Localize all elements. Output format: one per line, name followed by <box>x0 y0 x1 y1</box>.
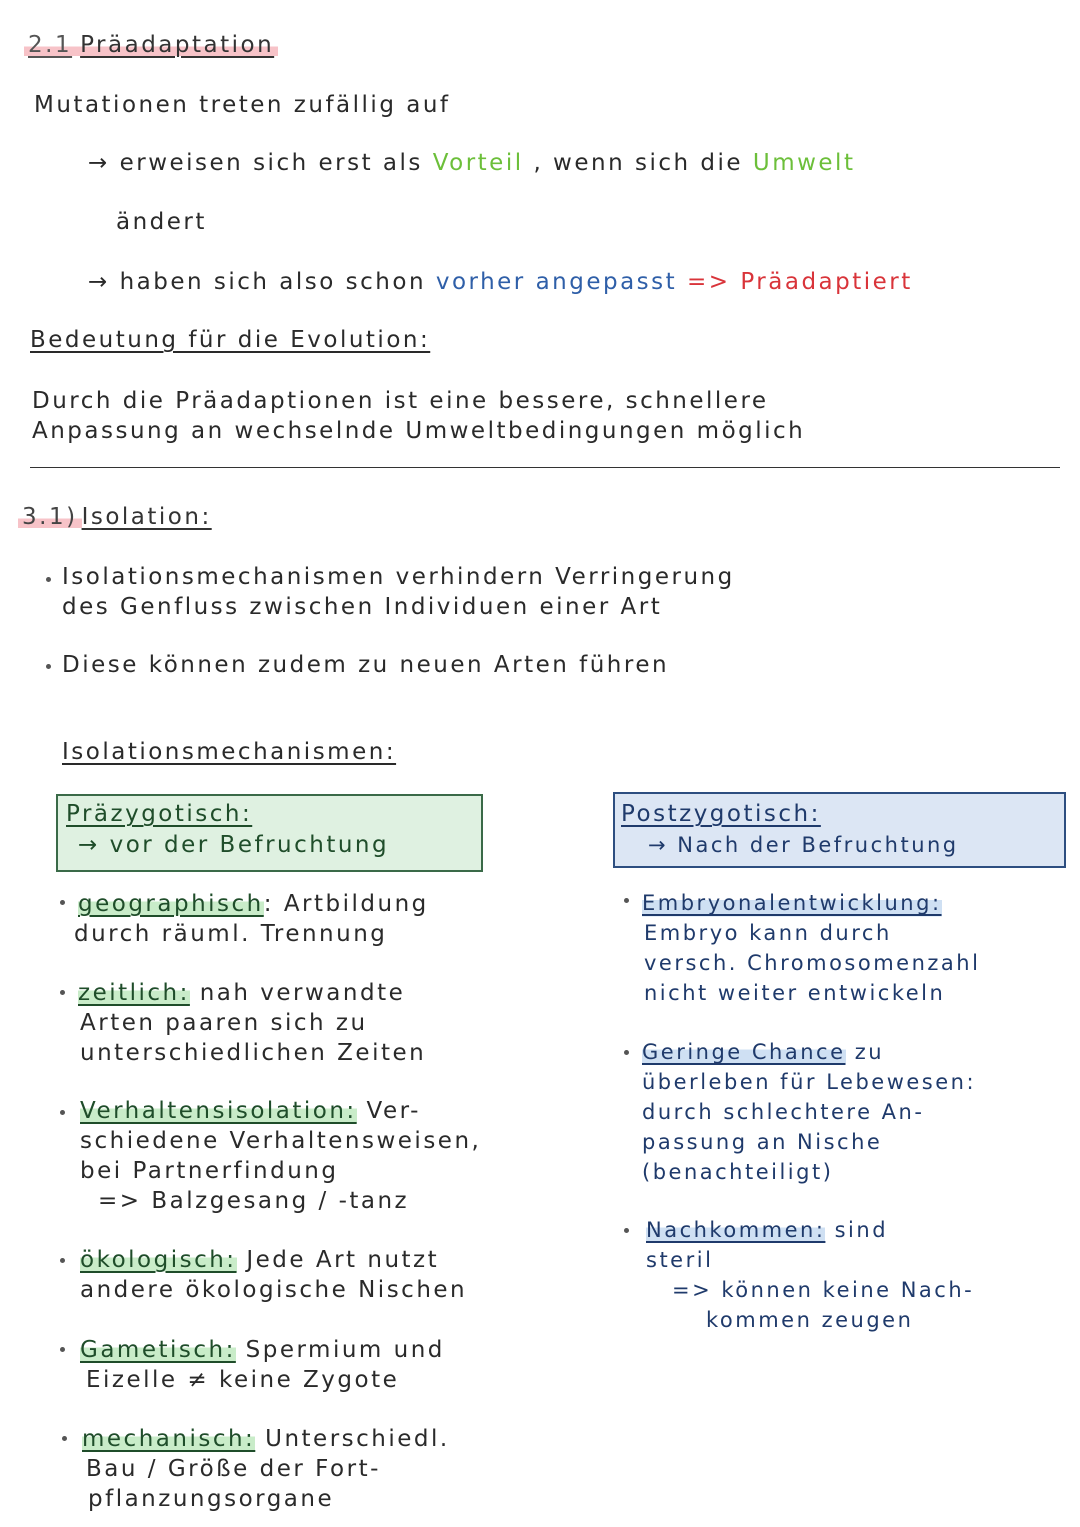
bullet-line: Diese können zudem zu neuen Arten führen <box>62 652 670 678</box>
item-term: Verhaltensisolation: <box>80 1098 357 1124</box>
item-line: versch. Chromosomenzahl <box>644 951 981 975</box>
item-term: ökologisch: <box>80 1247 237 1273</box>
bullet <box>624 1050 629 1055</box>
item-term: mechanisch: <box>82 1426 256 1452</box>
item-line: => Balzgesang / -tanz <box>98 1188 410 1214</box>
item-ecological <box>80 1245 439 1275</box>
item-temporal <box>78 978 405 1008</box>
bullet <box>62 1436 67 1441</box>
text: haben sich also schon <box>119 269 427 295</box>
section-number: 2.1 <box>24 32 76 58</box>
item-chance <box>642 1037 884 1067</box>
bullet-line: des Genfluss zwischen Individuen einer Art <box>62 594 663 620</box>
item-term: Gametisch: <box>80 1337 236 1363</box>
item-line: steril <box>646 1248 714 1272</box>
item-line: kommen zeugen <box>706 1308 914 1332</box>
item-line: Arten paaren sich zu <box>80 1010 368 1036</box>
item-term: geographisch <box>78 891 264 917</box>
statement-advantage <box>88 148 855 178</box>
bullet <box>60 1258 65 1263</box>
item-text: Unterschiedl. <box>265 1426 450 1452</box>
paragraph-line-2: Anpassung an wechselnde Umweltbedingungen möglich <box>32 418 806 444</box>
arrow-icon: → <box>88 269 110 295</box>
bullet <box>624 898 629 903</box>
item-text: Jede Art nutzt <box>246 1247 440 1273</box>
item-line: unterschiedlichen Zeiten <box>80 1040 427 1066</box>
item-sep: : <box>263 891 274 917</box>
item-line: nicht weiter entwickeln <box>644 981 946 1005</box>
item-text: Spermium und <box>245 1337 445 1363</box>
text: erweisen sich erst als <box>119 150 423 176</box>
box-title: Präzygotisch: <box>66 801 253 827</box>
item-line: Embryo kann durch <box>644 921 892 945</box>
bullet <box>60 990 65 995</box>
box-title: Postzygotisch: <box>621 801 821 827</box>
section-divider <box>30 467 1060 468</box>
bullet <box>60 1110 65 1115</box>
section-title: Isolation: <box>81 504 212 530</box>
item-term: zeitlich: <box>78 980 190 1006</box>
item-line: => können keine Nach- <box>672 1278 975 1302</box>
term-praeadaptiert: Präadaptiert <box>740 269 913 295</box>
item-line: überleben für Lebewesen: <box>642 1070 977 1094</box>
bullet <box>624 1228 629 1233</box>
item-behavioral <box>80 1096 421 1126</box>
term-angepasst: angepasst <box>535 269 678 295</box>
statement-adapted <box>88 267 913 297</box>
bullet <box>60 900 65 905</box>
statement-changes: ändert <box>116 209 207 235</box>
term-vorteil: Vorteil <box>432 150 524 176</box>
text: , wenn sich die <box>533 150 744 176</box>
item-line: durch schlechtere An- <box>642 1100 925 1124</box>
item-text: Artbildung <box>283 891 429 917</box>
bullet-line: Isolationsmechanismen verhindern Verringerung <box>62 564 735 590</box>
arrow-icon: → <box>88 150 110 176</box>
item-text: sind <box>834 1218 889 1242</box>
section-title: Präadaptation <box>76 32 278 58</box>
item-line: durch räuml. Trennung <box>74 921 388 947</box>
term-vorher: vorher <box>435 269 526 295</box>
subheading-mechanisms: Isolationsmechanismen: <box>62 739 397 765</box>
bullet <box>46 577 51 582</box>
item-term: Geringe Chance <box>642 1040 846 1064</box>
statement-mutations: Mutationen treten zufällig auf <box>34 92 451 118</box>
section-heading-isolation <box>18 502 212 532</box>
section-heading-preadaptation <box>24 30 278 60</box>
box-subtitle: → Nach der Befruchtung <box>648 833 959 857</box>
item-line: (benachteiligt) <box>642 1160 834 1184</box>
item-line: pflanzungsorgane <box>88 1486 335 1512</box>
item-text: nah verwandte <box>199 980 406 1006</box>
item-line: andere ökologische Nischen <box>80 1277 468 1303</box>
section-number: 3.1) <box>18 504 82 530</box>
term-umwelt: Umwelt <box>752 150 856 176</box>
bullet <box>46 664 51 669</box>
item-geographic <box>78 889 429 919</box>
item-line: passung an Nische <box>642 1130 883 1154</box>
item-line: Bau / Größe der Fort- <box>86 1456 381 1482</box>
item-line: Eizelle ≠ keine Zygote <box>86 1367 400 1393</box>
item-text: Ver- <box>366 1098 421 1124</box>
implies-arrow: => <box>686 269 731 295</box>
box-subtitle: → vor der Befruchtung <box>78 832 390 858</box>
item-text: zu <box>854 1040 885 1064</box>
item-mechanical <box>82 1424 450 1454</box>
item-offspring <box>646 1215 888 1245</box>
item-gametic <box>80 1335 445 1365</box>
paragraph-line-1: Durch die Präadaptionen ist eine bessere, schnellere <box>32 388 769 414</box>
subheading-evolution: Bedeutung für die Evolution: <box>30 327 431 353</box>
bullet <box>60 1347 65 1352</box>
item-term: Nachkommen: <box>646 1218 826 1242</box>
item-term: Embryonalentwicklung: <box>642 888 942 918</box>
item-line: bei Partnerfindung <box>80 1158 339 1184</box>
item-line: schiedene Verhaltensweisen, <box>80 1128 482 1154</box>
